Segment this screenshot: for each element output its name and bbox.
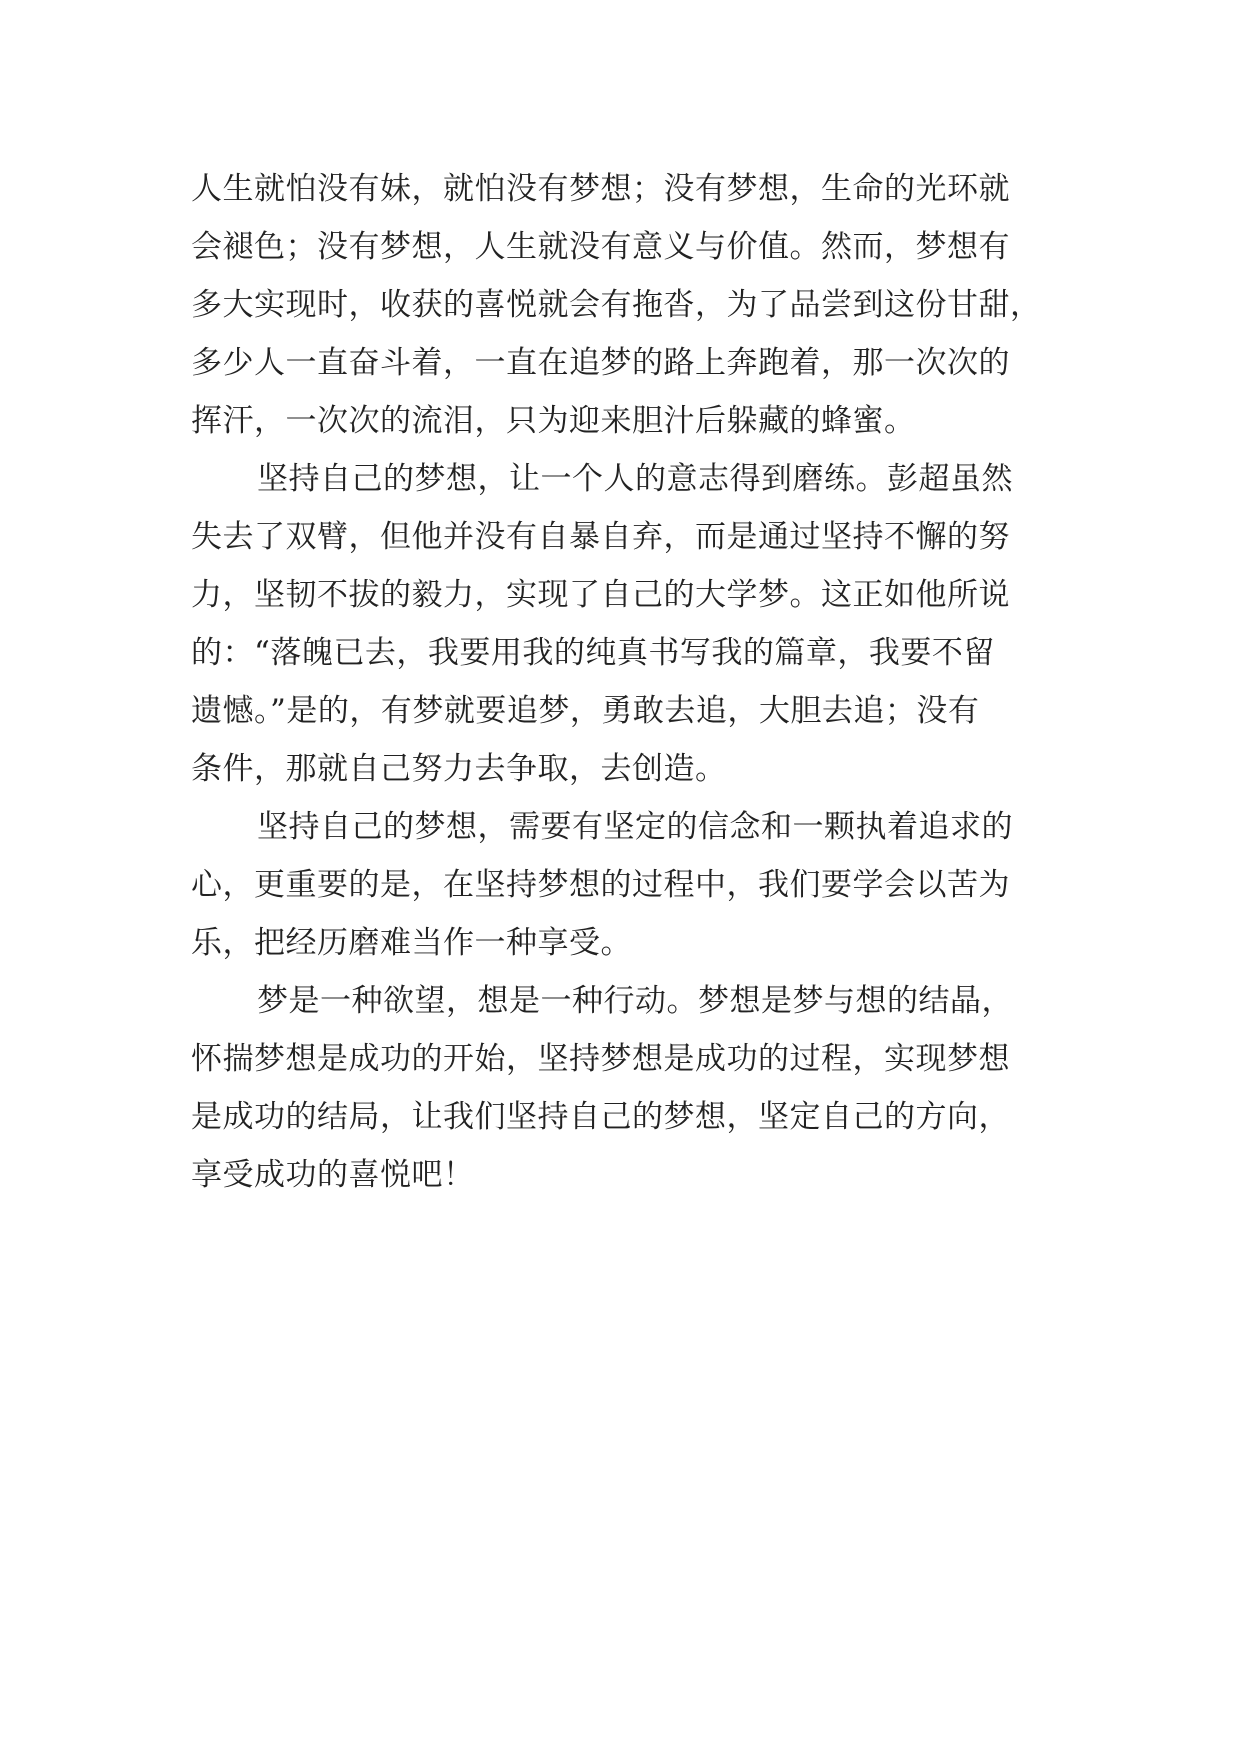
document-body — [191, 160, 1061, 1204]
text-line: 条件，那就自己努力去争取，去创造。 — [191, 751, 727, 787]
text-line: 的：“落魄已去，我要用我的纯真书写我的篇章，我要不留 — [191, 635, 995, 671]
text-line: 坚持自己的梦想，让一个人的意志得到磨练。彭超虽然 — [257, 461, 1013, 497]
text-line: 挥汗，一次次的流泪，只为迎来胆汁后躲藏的蜂蜜。 — [191, 403, 916, 439]
text-line: 坚持自己的梦想，需要有坚定的信念和一颗执着追求的 — [257, 809, 1013, 845]
text-line: 享受成功的喜悦吧！ — [191, 1157, 475, 1193]
text-line: 多大实现时，收获的喜悦就会有拖沓，为了品尝到这份甘甜， — [191, 287, 1042, 323]
text-line: 乐，把经历磨难当作一种享受。 — [191, 925, 632, 961]
text-line: 心，更重要的是，在坚持梦想的过程中，我们要学会以苦为 — [191, 867, 1010, 903]
paragraph-1 — [191, 160, 1061, 450]
text-line: 失去了双臂，但他并没有自暴自弃，而是通过坚持不懈的努 — [191, 519, 1010, 555]
text-line: 怀揣梦想是成功的开始，坚持梦想是成功的过程，实现梦想 — [191, 1041, 1010, 1077]
text-line: 遗憾。”是的，有梦就要追梦，勇敢去追，大胆去追；没有 — [191, 693, 980, 729]
text-line: 梦是一种欲望，想是一种行动。梦想是梦与想的结晶， — [257, 983, 1013, 1019]
text-line: 人生就怕没有妹，就怕没有梦想；没有梦想，生命的光环就 — [191, 171, 1010, 207]
text-line: 是成功的结局，让我们坚持自己的梦想，坚定自己的方向， — [191, 1099, 1010, 1135]
paragraph-4 — [191, 972, 1061, 1204]
paragraph-3 — [191, 798, 1061, 972]
text-line: 力，坚韧不拔的毅力，实现了自己的大学梦。这正如他所说 — [191, 577, 1010, 613]
text-line: 多少人一直奋斗着，一直在追梦的路上奔跑着，那一次次的 — [191, 345, 1010, 381]
text-line: 会褪色；没有梦想，人生就没有意义与价值。然而，梦想有 — [191, 229, 1010, 265]
paragraph-2 — [191, 450, 1061, 798]
